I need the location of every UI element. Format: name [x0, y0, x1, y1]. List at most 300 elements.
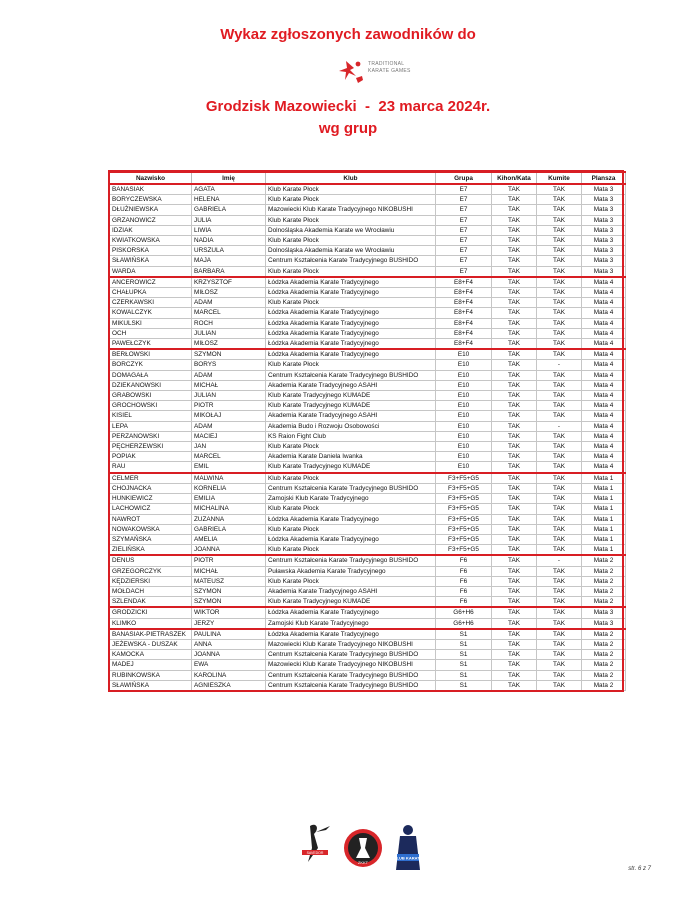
cell-group: E10: [436, 421, 492, 431]
klub-karate-logo: [394, 825, 423, 870]
cell-kumite: TAK: [537, 494, 582, 504]
cell-first-name: ROCH: [192, 318, 266, 328]
cell-club: Zamojski Klub Karate Tradycyjnego: [266, 494, 436, 504]
cell-first-name: AGATA: [192, 184, 266, 195]
cell-surname: GRZANOWICZ: [110, 215, 192, 225]
cell-mat: Mata 1: [582, 545, 626, 556]
cell-mat: Mata 3: [582, 618, 626, 629]
cell-group: S1: [436, 629, 492, 640]
cell-group: E8+F4: [436, 308, 492, 318]
cell-kihon-kata: TAK: [492, 431, 537, 441]
cell-kumite: TAK: [537, 236, 582, 246]
footer-logos: [296, 818, 436, 878]
table-row: [110, 184, 626, 195]
competitors-table: [109, 171, 626, 691]
cell-group: E7: [436, 215, 492, 225]
cell-club: Łódzka Akademia Karate Tradycyjnego: [266, 328, 436, 338]
cell-club: KS Raion Fight Club: [266, 431, 436, 441]
cell-club: Centrum Kształcenia Karate Tradycyjnego BUSHIDO: [266, 555, 436, 566]
cell-group: F3+F5+G5: [436, 473, 492, 484]
cell-kumite: TAK: [537, 205, 582, 215]
cell-mat: Mata 1: [582, 494, 626, 504]
cell-group: E10: [436, 462, 492, 473]
cell-first-name: BORYS: [192, 360, 266, 370]
cell-surname: PAWEŁCZYK: [110, 339, 192, 350]
table-row: [110, 246, 626, 256]
cell-mat: Mata 1: [582, 524, 626, 534]
table-row: [110, 442, 626, 452]
cell-club: Klub Karate Płock: [266, 266, 436, 277]
cell-mat: Mata 3: [582, 236, 626, 246]
cell-kihon-kata: TAK: [492, 618, 537, 629]
cell-surname: RUBINKOWSKA: [110, 670, 192, 680]
cell-club: Klub Karate Płock: [266, 184, 436, 195]
column-header-surname: Nazwisko: [110, 172, 192, 184]
table-row: [110, 452, 626, 462]
cell-first-name: ADAM: [192, 421, 266, 431]
column-header-group: Grupa: [436, 172, 492, 184]
cell-kumite: TAK: [537, 298, 582, 308]
cell-mat: Mata 2: [582, 586, 626, 596]
cell-surname: MADEJ: [110, 660, 192, 670]
cell-kumite: TAK: [537, 318, 582, 328]
table-row: [110, 328, 626, 338]
cell-kihon-kata: TAK: [492, 256, 537, 266]
cell-kumite: TAK: [537, 545, 582, 556]
cell-group: E8+F4: [436, 339, 492, 350]
cell-kihon-kata: TAK: [492, 225, 537, 235]
cell-kihon-kata: TAK: [492, 246, 537, 256]
cell-club: Klub Karate Płock: [266, 524, 436, 534]
cell-mat: Mata 4: [582, 360, 626, 370]
table-row: [110, 555, 626, 566]
cell-first-name: EMIL: [192, 462, 266, 473]
cell-first-name: BARBARA: [192, 266, 266, 277]
cell-first-name: GABRIELA: [192, 205, 266, 215]
cell-club: Dolnośląska Akademia Karate we Wrocławiu: [266, 225, 436, 235]
cell-kihon-kata: TAK: [492, 534, 537, 544]
cell-first-name: URSZULA: [192, 246, 266, 256]
cell-surname: BERŁOWSKI: [110, 349, 192, 360]
cell-club: Klub Karate Tradycyjnego KUMADE: [266, 391, 436, 401]
column-header-kumite: Kumite: [537, 172, 582, 184]
cell-surname: KOWALCZYK: [110, 308, 192, 318]
cell-first-name: SZYMON: [192, 349, 266, 360]
cell-group: E8+F4: [436, 298, 492, 308]
column-header-kihon-kata: Kihon/Kata: [492, 172, 537, 184]
table-row: [110, 298, 626, 308]
cell-kihon-kata: TAK: [492, 339, 537, 350]
cell-group: E10: [436, 452, 492, 462]
cell-kumite: TAK: [537, 629, 582, 640]
cell-kihon-kata: TAK: [492, 401, 537, 411]
table-row: [110, 639, 626, 649]
cell-kihon-kata: TAK: [492, 308, 537, 318]
table-row: [110, 431, 626, 441]
cell-first-name: AGNIESZKA: [192, 680, 266, 690]
cell-group: F3+F5+G5: [436, 494, 492, 504]
cell-mat: Mata 1: [582, 473, 626, 484]
cell-first-name: MICHAŁ: [192, 566, 266, 576]
cell-kumite: TAK: [537, 411, 582, 421]
cell-club: Centrum Kształcenia Karate Tradycyjnego BUSHIDO: [266, 670, 436, 680]
table-row: [110, 391, 626, 401]
cell-surname: BANASIAK-PIETRASZEK: [110, 629, 192, 640]
cell-kihon-kata: TAK: [492, 586, 537, 596]
column-header-club: Klub: [266, 172, 436, 184]
cell-surname: MOŁDACH: [110, 586, 192, 596]
cell-club: Łódzka Akademia Karate Tradycyjnego: [266, 288, 436, 298]
cell-kumite: TAK: [537, 452, 582, 462]
table-row: [110, 660, 626, 670]
cell-first-name: PIOTR: [192, 555, 266, 566]
table-header-row: [110, 172, 626, 184]
cell-kumite: TAK: [537, 483, 582, 493]
cell-kihon-kata: TAK: [492, 298, 537, 308]
table-row: [110, 586, 626, 596]
cell-kihon-kata: TAK: [492, 370, 537, 380]
cell-kumite: TAK: [537, 215, 582, 225]
cell-mat: Mata 1: [582, 504, 626, 514]
cell-mat: Mata 1: [582, 483, 626, 493]
cell-surname: GRZEGORCZYK: [110, 566, 192, 576]
cell-group: E10: [436, 431, 492, 441]
cell-mat: Mata 4: [582, 421, 626, 431]
cell-club: Łódzka Akademia Karate Tradycyjnego: [266, 607, 436, 618]
cell-kihon-kata: TAK: [492, 328, 537, 338]
cell-group: E8+F4: [436, 318, 492, 328]
cell-first-name: MAJA: [192, 256, 266, 266]
cell-group: S1: [436, 650, 492, 660]
cell-club: Łódzka Akademia Karate Tradycyjnego: [266, 318, 436, 328]
cell-mat: Mata 3: [582, 246, 626, 256]
cell-kihon-kata: TAK: [492, 660, 537, 670]
table-row: [110, 618, 626, 629]
table-row: [110, 514, 626, 524]
cell-surname: OCH: [110, 328, 192, 338]
cell-group: S1: [436, 670, 492, 680]
cell-club: Centrum Kształcenia Karate Tradycyjnego BUSHIDO: [266, 483, 436, 493]
cell-surname: LEPA: [110, 421, 192, 431]
cell-club: Łódzka Akademia Karate Tradycyjnego: [266, 339, 436, 350]
cell-kumite: TAK: [537, 184, 582, 195]
cell-first-name: HELENA: [192, 195, 266, 205]
cell-surname: KĘDZIERSKI: [110, 576, 192, 586]
cell-kihon-kata: TAK: [492, 629, 537, 640]
cell-club: Klub Karate Płock: [266, 195, 436, 205]
cell-club: Klub Karate Płock: [266, 236, 436, 246]
cell-club: Dolnośląska Akademia Karate we Wrocławiu: [266, 246, 436, 256]
cell-kihon-kata: TAK: [492, 576, 537, 586]
cell-club: Klub Karate Płock: [266, 442, 436, 452]
table-row: [110, 534, 626, 544]
cell-kihon-kata: TAK: [492, 411, 537, 421]
document-title: Wykaz zgłoszonych zawodników do: [220, 26, 476, 43]
cell-mat: Mata 4: [582, 452, 626, 462]
cell-surname: DENUS: [110, 555, 192, 566]
cell-kumite: TAK: [537, 660, 582, 670]
cell-mat: Mata 2: [582, 650, 626, 660]
cell-club: Łódzka Akademia Karate Tradycyjnego: [266, 514, 436, 524]
table-row: [110, 401, 626, 411]
cell-kumite: TAK: [537, 349, 582, 360]
cell-first-name: WIKTOR: [192, 607, 266, 618]
cell-surname: CELMER: [110, 473, 192, 484]
table-row: [110, 195, 626, 205]
table-row: [110, 670, 626, 680]
cell-club: Akademia Karate Tradycyjnego ASAHI: [266, 586, 436, 596]
cell-club: Łódzka Akademia Karate Tradycyjnego: [266, 277, 436, 288]
cell-mat: Mata 4: [582, 401, 626, 411]
cell-mat: Mata 3: [582, 607, 626, 618]
cell-kihon-kata: TAK: [492, 349, 537, 360]
cell-kumite: TAK: [537, 401, 582, 411]
cell-first-name: JULIA: [192, 215, 266, 225]
cell-club: Mazowiecki Klub Karate Tradycyjnego NIKOBUSHI: [266, 205, 436, 215]
table-row: [110, 483, 626, 493]
cell-surname: DOMAGAŁA: [110, 370, 192, 380]
cell-kumite: TAK: [537, 328, 582, 338]
cell-group: S1: [436, 680, 492, 690]
cell-club: Klub Karate Płock: [266, 215, 436, 225]
cell-kihon-kata: TAK: [492, 380, 537, 390]
cell-kumite: TAK: [537, 607, 582, 618]
cell-mat: Mata 2: [582, 597, 626, 608]
cell-mat: Mata 2: [582, 660, 626, 670]
table-body: [110, 184, 626, 690]
table-row: [110, 680, 626, 690]
cell-group: E7: [436, 266, 492, 277]
cell-kihon-kata: TAK: [492, 514, 537, 524]
cell-surname: GROCHOWSKI: [110, 401, 192, 411]
cell-kihon-kata: TAK: [492, 266, 537, 277]
cell-first-name: MALWINA: [192, 473, 266, 484]
cell-club: Łódzka Akademia Karate Tradycyjnego: [266, 534, 436, 544]
cell-group: E8+F4: [436, 288, 492, 298]
cell-surname: ANCEROWICZ: [110, 277, 192, 288]
cell-surname: BANASIAK: [110, 184, 192, 195]
cell-first-name: MARCEL: [192, 308, 266, 318]
cell-group: E8+F4: [436, 328, 492, 338]
cell-surname: KAMOCKA: [110, 650, 192, 660]
cell-surname: WARDA: [110, 266, 192, 277]
cell-kumite: TAK: [537, 391, 582, 401]
cell-kumite: TAK: [537, 195, 582, 205]
cell-first-name: NADIA: [192, 236, 266, 246]
cell-club: Zamojski Klub Karate Tradycyjnego: [266, 618, 436, 629]
cell-kihon-kata: TAK: [492, 650, 537, 660]
cell-first-name: ZUZANNA: [192, 514, 266, 524]
table-row: [110, 277, 626, 288]
cell-mat: Mata 2: [582, 670, 626, 680]
cell-club: Mazowiecki Klub Karate Tradycyjnego NIKOBUSHI: [266, 660, 436, 670]
cell-group: E10: [436, 349, 492, 360]
cell-surname: CZERKAWSKI: [110, 298, 192, 308]
cell-kumite: TAK: [537, 534, 582, 544]
cell-mat: Mata 4: [582, 380, 626, 390]
cell-mat: Mata 2: [582, 629, 626, 640]
cell-first-name: MICHALINA: [192, 504, 266, 514]
cell-kumite: TAK: [537, 442, 582, 452]
cell-group: E10: [436, 442, 492, 452]
cell-club: Klub Karate Płock: [266, 360, 436, 370]
cell-surname: KISIEL: [110, 411, 192, 421]
cell-mat: Mata 4: [582, 442, 626, 452]
cell-kihon-kata: TAK: [492, 184, 537, 195]
cell-group: F6: [436, 597, 492, 608]
cell-kihon-kata: TAK: [492, 288, 537, 298]
klub-karate-text: KLUB KARATE: [393, 855, 423, 861]
cell-kihon-kata: TAK: [492, 452, 537, 462]
cell-first-name: SZYMON: [192, 597, 266, 608]
cell-mat: Mata 4: [582, 328, 626, 338]
table-row: [110, 339, 626, 350]
cell-first-name: MIŁOSZ: [192, 288, 266, 298]
cell-group: E10: [436, 360, 492, 370]
cell-group: E7: [436, 184, 492, 195]
table-row: [110, 380, 626, 390]
cell-group: E10: [436, 391, 492, 401]
logo-line-2: KARATE GAMES: [368, 68, 411, 74]
cell-surname: NAWROT: [110, 514, 192, 524]
cell-mat: Mata 4: [582, 339, 626, 350]
cell-group: E7: [436, 256, 492, 266]
cell-kumite: TAK: [537, 524, 582, 534]
table-row: [110, 650, 626, 660]
event-subtitle: Grodzisk Mazowiecki - 23 marca 2024r.: [205, 98, 491, 115]
cell-surname: JEŻEWSKA - DUSZAK: [110, 639, 192, 649]
cell-group: E7: [436, 236, 492, 246]
cell-kihon-kata: TAK: [492, 421, 537, 431]
cell-kihon-kata: TAK: [492, 318, 537, 328]
table-row: [110, 370, 626, 380]
cell-surname: CHAŁUPKA: [110, 288, 192, 298]
cell-kihon-kata: TAK: [492, 205, 537, 215]
cell-mat: Mata 4: [582, 431, 626, 441]
cell-kihon-kata: TAK: [492, 566, 537, 576]
cell-club: Centrum Kształcenia Karate Tradycyjnego BUSHIDO: [266, 680, 436, 690]
cell-kihon-kata: TAK: [492, 473, 537, 484]
cell-kumite: TAK: [537, 308, 582, 318]
cell-first-name: JOANNA: [192, 545, 266, 556]
cell-club: Łódzka Akademia Karate Tradycyjnego: [266, 349, 436, 360]
cell-kihon-kata: TAK: [492, 215, 537, 225]
table-row: [110, 318, 626, 328]
cell-kumite: TAK: [537, 650, 582, 660]
cell-first-name: MATEUSZ: [192, 576, 266, 586]
cell-group: E7: [436, 205, 492, 215]
cell-group: F3+F5+G5: [436, 483, 492, 493]
cell-surname: GRABOWSKI: [110, 391, 192, 401]
cell-mat: Mata 2: [582, 555, 626, 566]
cell-surname: MIKULSKI: [110, 318, 192, 328]
cell-club: Akademia Karate Daniela Iwanka: [266, 452, 436, 462]
cell-first-name: GABRIELA: [192, 524, 266, 534]
cell-first-name: MARCEL: [192, 452, 266, 462]
cell-kihon-kata: TAK: [492, 391, 537, 401]
table-row: [110, 411, 626, 421]
cell-mat: Mata 3: [582, 256, 626, 266]
table-row: [110, 473, 626, 484]
cell-surname: PĘCHERZEWSKI: [110, 442, 192, 452]
cell-kihon-kata: TAK: [492, 504, 537, 514]
cell-kumite: TAK: [537, 246, 582, 256]
cell-surname: KLIMKO: [110, 618, 192, 629]
cell-kumite: TAK: [537, 380, 582, 390]
cell-club: Łódzka Akademia Karate Tradycyjnego: [266, 308, 436, 318]
cell-mat: Mata 4: [582, 391, 626, 401]
cell-surname: GRODZICKI: [110, 607, 192, 618]
cell-group: F3+F5+G5: [436, 504, 492, 514]
table-row: [110, 205, 626, 215]
cell-kumite: -: [537, 555, 582, 566]
cell-group: E7: [436, 195, 492, 205]
cell-kumite: TAK: [537, 618, 582, 629]
cell-kumite: TAK: [537, 339, 582, 350]
cell-first-name: ADAM: [192, 298, 266, 308]
cell-mat: Mata 4: [582, 411, 626, 421]
cell-mat: Mata 1: [582, 534, 626, 544]
cell-mat: Mata 4: [582, 349, 626, 360]
cell-first-name: AMELIA: [192, 534, 266, 544]
cell-club: Puławska Akademia Karate Tradycyjnego: [266, 566, 436, 576]
table-row: [110, 256, 626, 266]
cell-kumite: TAK: [537, 277, 582, 288]
table-row: [110, 524, 626, 534]
cell-first-name: EWA: [192, 660, 266, 670]
logo-caption: [368, 61, 411, 75]
cell-group: F3+F5+G5: [436, 524, 492, 534]
cell-mat: Mata 3: [582, 205, 626, 215]
column-header-mat: Plansza: [582, 172, 626, 184]
cell-first-name: MICHAŁ: [192, 380, 266, 390]
cell-first-name: PAULINA: [192, 629, 266, 640]
cell-group: E10: [436, 370, 492, 380]
table-row: [110, 494, 626, 504]
table-row: [110, 421, 626, 431]
cell-first-name: EMILIA: [192, 494, 266, 504]
cell-surname: LACHOWICZ: [110, 504, 192, 514]
table-row: [110, 225, 626, 235]
cell-kihon-kata: TAK: [492, 442, 537, 452]
cell-first-name: LIWIA: [192, 225, 266, 235]
cell-kihon-kata: TAK: [492, 277, 537, 288]
cell-club: Centrum Kształcenia Karate Tradycyjnego BUSHIDO: [266, 256, 436, 266]
cell-first-name: ADAM: [192, 370, 266, 380]
cell-kihon-kata: TAK: [492, 462, 537, 473]
cell-kumite: TAK: [537, 597, 582, 608]
cell-kihon-kata: TAK: [492, 545, 537, 556]
cell-first-name: JAN: [192, 442, 266, 452]
cell-kumite: TAK: [537, 566, 582, 576]
page-number: str. 6 z 7: [628, 866, 651, 872]
cell-mat: Mata 3: [582, 215, 626, 225]
cell-group: F6: [436, 555, 492, 566]
table-row: [110, 504, 626, 514]
cell-group: E10: [436, 411, 492, 421]
cell-first-name: KORNELIA: [192, 483, 266, 493]
cell-first-name: MIKOŁAJ: [192, 411, 266, 421]
cell-group: F3+F5+G5: [436, 545, 492, 556]
cell-kihon-kata: TAK: [492, 680, 537, 690]
cell-kihon-kata: TAK: [492, 555, 537, 566]
cell-first-name: KRZYSZTOF: [192, 277, 266, 288]
cell-first-name: MACIEJ: [192, 431, 266, 441]
cell-surname: DZIEKANOWSKI: [110, 380, 192, 390]
cell-first-name: JERZY: [192, 618, 266, 629]
cell-group: G6+H6: [436, 618, 492, 629]
cell-mat: Mata 4: [582, 288, 626, 298]
